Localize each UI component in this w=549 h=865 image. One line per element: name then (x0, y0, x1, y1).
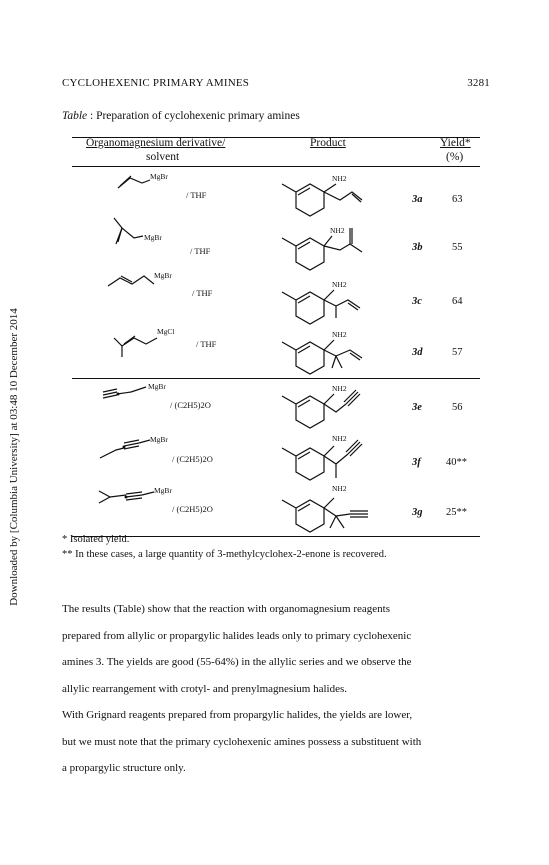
amine-label-3e: NH2 (332, 384, 347, 393)
footnote-recovered: ** In these cases, a large quantity of 3-methylcyclohex-2-enone is recovered. (62, 549, 387, 560)
reagent-label-3d: MgCl (157, 327, 175, 336)
table-middle-rule (72, 378, 480, 379)
running-head-title: CYCLOHEXENIC PRIMARY AMINES (62, 77, 250, 89)
header-solvent: solvent (146, 151, 180, 163)
body-line: a propargylic structure only. (62, 762, 186, 774)
body-line: prepared from allylic or propargylic halides leads only to primary cyclohexenic (62, 629, 412, 642)
solvent-3a: / THF (186, 190, 207, 200)
solvent-3f: / (C2H5)2O (172, 454, 213, 464)
header-yield: Yield* (440, 137, 471, 149)
body-line: but we must note that the primary cyclohexenic amines possess a substituent with (62, 735, 422, 748)
table-caption-label: Table (62, 110, 88, 122)
yield-3g: 25** (446, 507, 467, 518)
yield-3c: 64 (452, 296, 463, 307)
compound-3d: 3d (412, 347, 423, 358)
body-line: amines 3. The yields are good (55-64%) in the allylic series and we observe the (62, 656, 412, 668)
header-yield-unit: (%) (446, 151, 464, 163)
body-paragraph (62, 596, 490, 782)
amine-label-3f: NH2 (332, 434, 347, 443)
yield-3a: 63 (452, 194, 463, 205)
amine-label-3b: NH2 (330, 226, 345, 235)
solvent-3c: / THF (192, 288, 213, 298)
reagent-label-3e: MgBr (148, 382, 166, 391)
amine-label-3a: NH2 (332, 174, 347, 183)
yield-3d: 57 (452, 347, 463, 358)
reagent-label-3g: MgBr (154, 486, 172, 495)
compound-3a: 3a (412, 194, 423, 205)
reagent-label-3b: MgBr (144, 233, 162, 242)
header-reagent: Organomagnesium derivative/ (86, 137, 226, 149)
footnote-isolated-yield: * Isolated yield. (62, 534, 130, 545)
amine-label-3d: NH2 (332, 330, 347, 339)
table-caption-text: : Preparation of cyclohexenic primary amines (87, 110, 300, 122)
table-caption (62, 110, 300, 122)
reagent-label-3a: MgBr (150, 172, 168, 181)
header-product: Product (310, 137, 346, 149)
reagent-label-3c: MgBr (154, 271, 172, 280)
body-line: With Grignard reagents prepared from propargylic halides, the yields are lower, (62, 709, 413, 721)
yield-3e: 56 (452, 402, 463, 413)
amine-label-3g: NH2 (332, 484, 347, 493)
solvent-3e: / (C2H5)2O (170, 400, 211, 410)
table-header-rule (72, 166, 480, 167)
compound-3e: 3e (412, 402, 422, 413)
table-bottom-rule (72, 536, 480, 537)
solvent-3d: / THF (196, 339, 217, 349)
yield-3b: 55 (452, 242, 463, 253)
body-line: allylic rearrangement with crotyl- and prenylmagnesium halides. (62, 682, 347, 695)
solvent-3b: / THF (190, 246, 211, 256)
page-number: 3281 (467, 77, 490, 89)
body-line: The results (Table) show that the reaction with organomagnesium reagents (62, 603, 391, 615)
amine-label-3c: NH2 (332, 280, 347, 289)
compound-3g: 3g (412, 507, 423, 518)
compound-3c: 3c (412, 296, 422, 307)
compound-3f: 3f (412, 457, 421, 468)
yield-3f: 40** (446, 457, 467, 468)
compound-3b: 3b (412, 242, 423, 253)
download-watermark: Downloaded by [Columbia University] at 03:48 10 December 2014 (8, 308, 20, 606)
solvent-3g: / (C2H5)2O (172, 504, 213, 514)
reagent-label-3f: MgBr (150, 435, 168, 444)
